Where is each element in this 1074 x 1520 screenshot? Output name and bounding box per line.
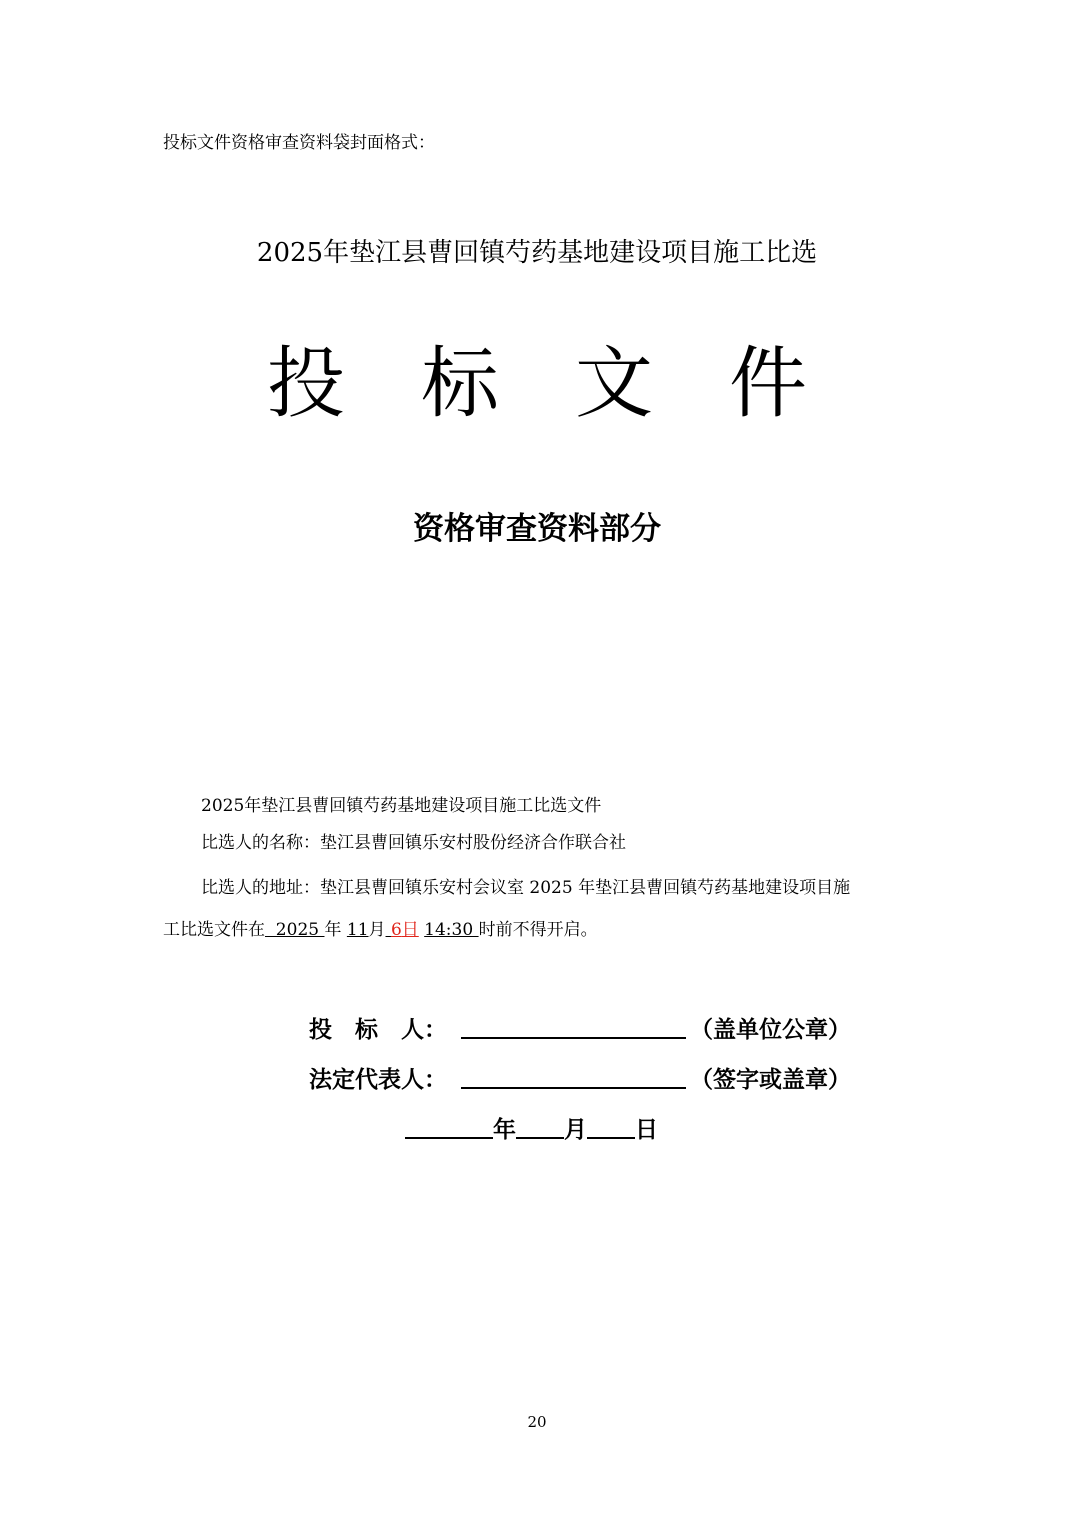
opening-month: 11	[346, 920, 369, 940]
info-project-line: 2025年垫江县曹回镇芍药基地建设项目施工比选文件	[201, 796, 602, 816]
main-title-char: 投	[266, 339, 345, 429]
bidder-signature-row	[309, 1013, 851, 1046]
info-tenderer-name: 比选人的名称：垫江县曹回镇乐安村股份经济合作联合社	[201, 833, 626, 853]
opening-prefix: 工比选文件在	[163, 920, 265, 940]
date-month-unit: 月	[564, 1117, 587, 1143]
bidder-label: 投 标 人：	[309, 1017, 447, 1043]
opening-day: 6	[390, 920, 402, 940]
opening-suffix: 时前不得开启。	[478, 920, 598, 940]
date-year-blank[interactable]	[405, 1113, 493, 1139]
main-title	[0, 334, 1074, 434]
date-day-unit: 日	[635, 1117, 658, 1143]
date-month-blank[interactable]	[516, 1113, 564, 1139]
legal-rep-label: 法定代表人：	[309, 1067, 447, 1093]
legal-rep-signature-row	[309, 1063, 851, 1096]
legal-rep-note: （签字或盖章）	[690, 1067, 851, 1093]
subtitle: 资格审查资料部分	[413, 511, 661, 547]
project-title: 2025年垫江县曹回镇芍药基地建设项目施工比选	[256, 238, 818, 268]
date-day-blank[interactable]	[587, 1113, 635, 1139]
opening-year-unit: 年	[324, 920, 342, 940]
opening-year: 2025	[265, 920, 325, 940]
main-title-char: 文	[575, 339, 654, 429]
bidder-note: （盖单位公章）	[690, 1017, 851, 1043]
signature-date-row	[405, 1113, 658, 1146]
bidder-blank-line[interactable]	[461, 1013, 686, 1039]
info-tenderer-address: 比选人的地址：垫江县曹回镇乐安村会议室 2025 年垫江县曹回镇芍药基地建设项目施	[201, 878, 851, 898]
page-number: 20	[527, 1413, 547, 1431]
legal-rep-blank-line[interactable]	[461, 1063, 686, 1089]
date-year-unit: 年	[493, 1117, 516, 1143]
opening-day-unit: 日	[401, 920, 419, 940]
main-title-char: 标	[420, 339, 499, 429]
opening-month-unit: 月	[368, 920, 386, 940]
cover-format-caption: 投标文件资格审查资料袋封面格式：	[163, 133, 435, 153]
info-opening-time	[163, 918, 598, 942]
main-title-char: 件	[729, 339, 808, 429]
opening-time: 14:30	[424, 920, 479, 940]
